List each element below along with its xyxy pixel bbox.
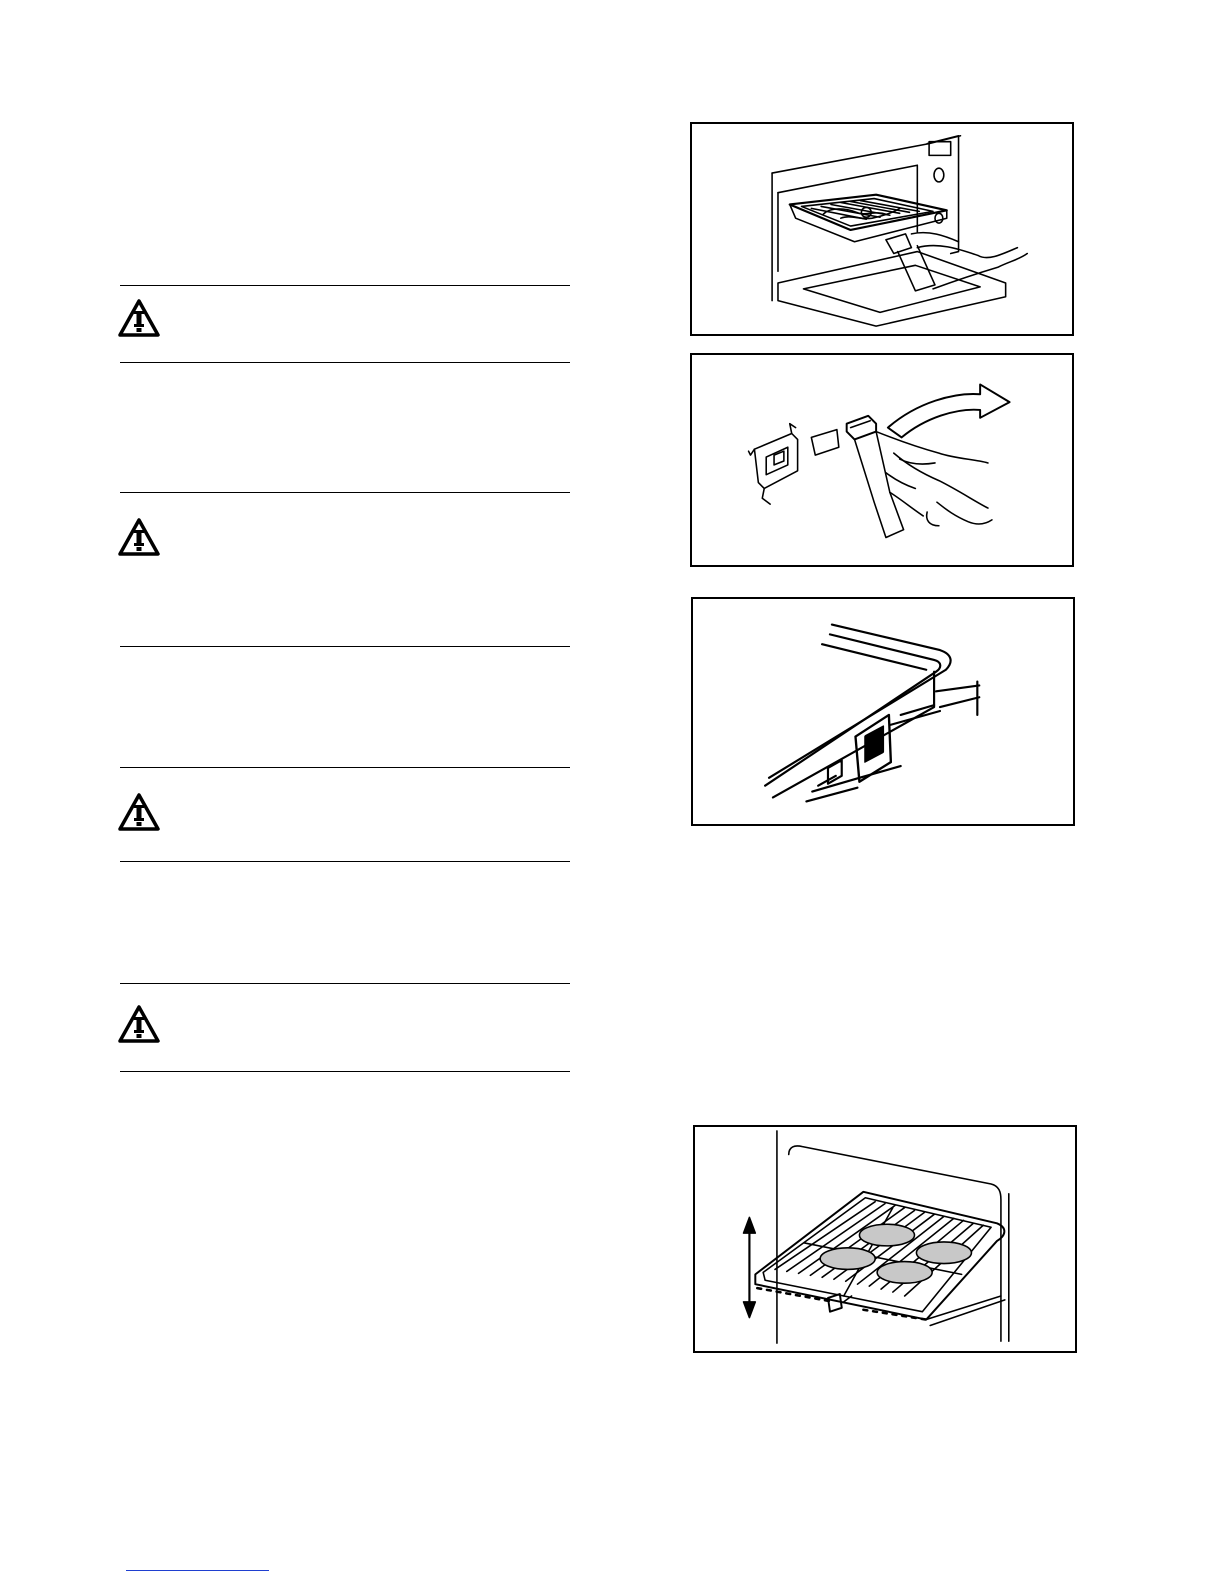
divider-2: [120, 362, 570, 363]
divider-8: [120, 1071, 570, 1072]
divider-7: [120, 983, 570, 984]
warning-triangle-icon: [117, 517, 161, 557]
footer-rule: [126, 1570, 269, 1571]
divider-6: [120, 861, 570, 862]
figure-pan-on-shelf: [693, 1125, 1077, 1353]
divider-3: [120, 492, 570, 493]
warning-triangle-icon: [117, 298, 161, 338]
figure-handle-detach: [690, 353, 1074, 567]
warning-triangle-icon: [117, 792, 161, 832]
divider-1: [120, 285, 570, 286]
divider-4: [120, 646, 570, 647]
warning-triangle-icon: [117, 1004, 161, 1044]
divider-5: [120, 767, 570, 768]
figure-pan-bracket: [691, 597, 1075, 826]
figure-grill-pan-in-oven: [690, 122, 1074, 336]
